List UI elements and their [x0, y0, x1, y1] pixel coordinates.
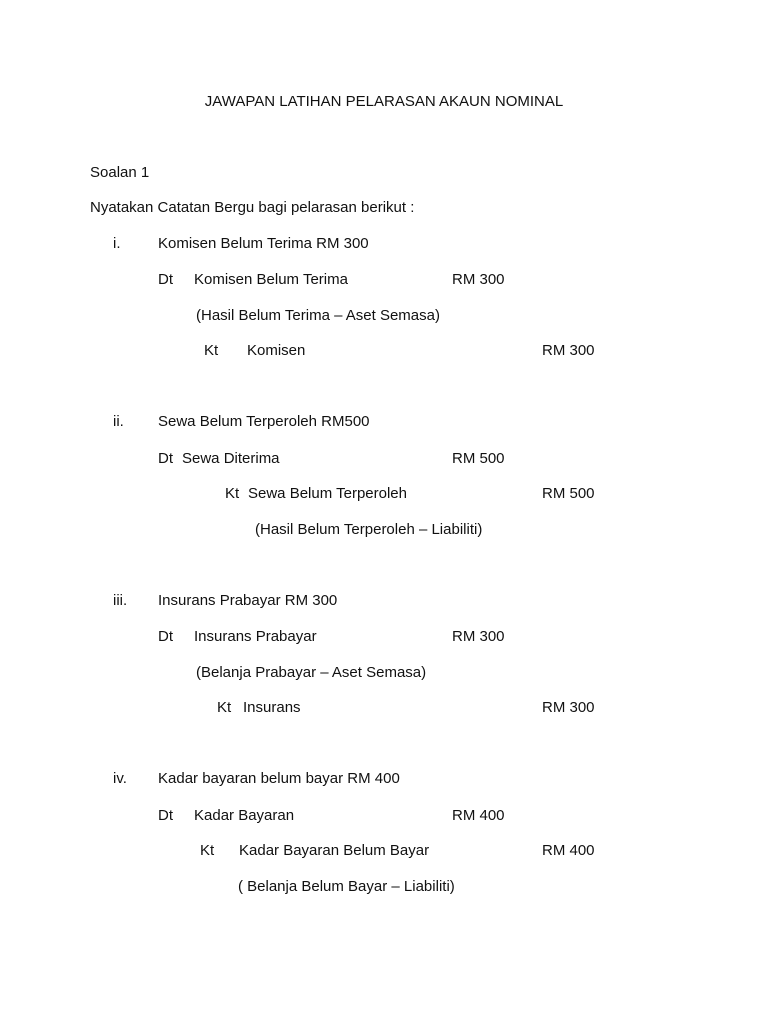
- debit-amount: RM 500: [452, 450, 505, 467]
- debit-amount: RM 400: [452, 807, 505, 824]
- item-number: iii.: [113, 592, 128, 609]
- item-heading: Sewa Belum Terperoleh RM500: [158, 413, 370, 430]
- debit-account: Sewa Diterima: [182, 450, 280, 467]
- classification-note: (Hasil Belum Terperoleh – Liabiliti): [255, 521, 483, 538]
- document-title: JAWAPAN LATIHAN PELARASAN AKAUN NOMINAL: [204, 93, 564, 110]
- credit-amount: RM 400: [542, 842, 595, 859]
- item-number: ii.: [113, 413, 124, 430]
- question-label: Soalan 1: [90, 164, 150, 181]
- credit-label: Kt: [217, 699, 232, 716]
- classification-note: (Belanja Prabayar – Aset Semasa): [196, 664, 427, 681]
- item-heading: Insurans Prabayar RM 300: [158, 592, 338, 609]
- item-heading: Kadar bayaran belum bayar RM 400: [158, 770, 400, 787]
- item-number: iv.: [113, 770, 127, 787]
- classification-note: ( Belanja Belum Bayar – Liabiliti): [238, 878, 455, 895]
- credit-account: Sewa Belum Terperoleh: [248, 485, 407, 502]
- credit-label: Kt: [200, 842, 215, 859]
- credit-account: Insurans: [243, 699, 301, 716]
- debit-label: Dt: [158, 450, 173, 467]
- debit-label: Dt: [158, 628, 173, 645]
- credit-account: Kadar Bayaran Belum Bayar: [239, 842, 430, 859]
- debit-label: Dt: [158, 807, 173, 824]
- debit-amount: RM 300: [452, 628, 505, 645]
- credit-amount: RM 300: [542, 699, 595, 716]
- credit-account: Komisen: [247, 342, 306, 359]
- item-number: i.: [113, 235, 121, 252]
- debit-label: Dt: [158, 271, 173, 288]
- debit-account: Kadar Bayaran: [194, 807, 295, 824]
- credit-label: Kt: [225, 485, 240, 502]
- debit-amount: RM 300: [452, 271, 505, 288]
- credit-amount: RM 300: [542, 342, 595, 359]
- item-heading: Komisen Belum Terima RM 300: [158, 235, 369, 252]
- debit-account: Komisen Belum Terima: [194, 271, 348, 288]
- credit-label: Kt: [204, 342, 219, 359]
- classification-note: (Hasil Belum Terima – Aset Semasa): [196, 307, 440, 324]
- instruction-text: Nyatakan Catatan Bergu bagi pelarasan berikut :: [90, 199, 415, 216]
- credit-amount: RM 500: [542, 485, 595, 502]
- debit-account: Insurans Prabayar: [194, 628, 317, 645]
